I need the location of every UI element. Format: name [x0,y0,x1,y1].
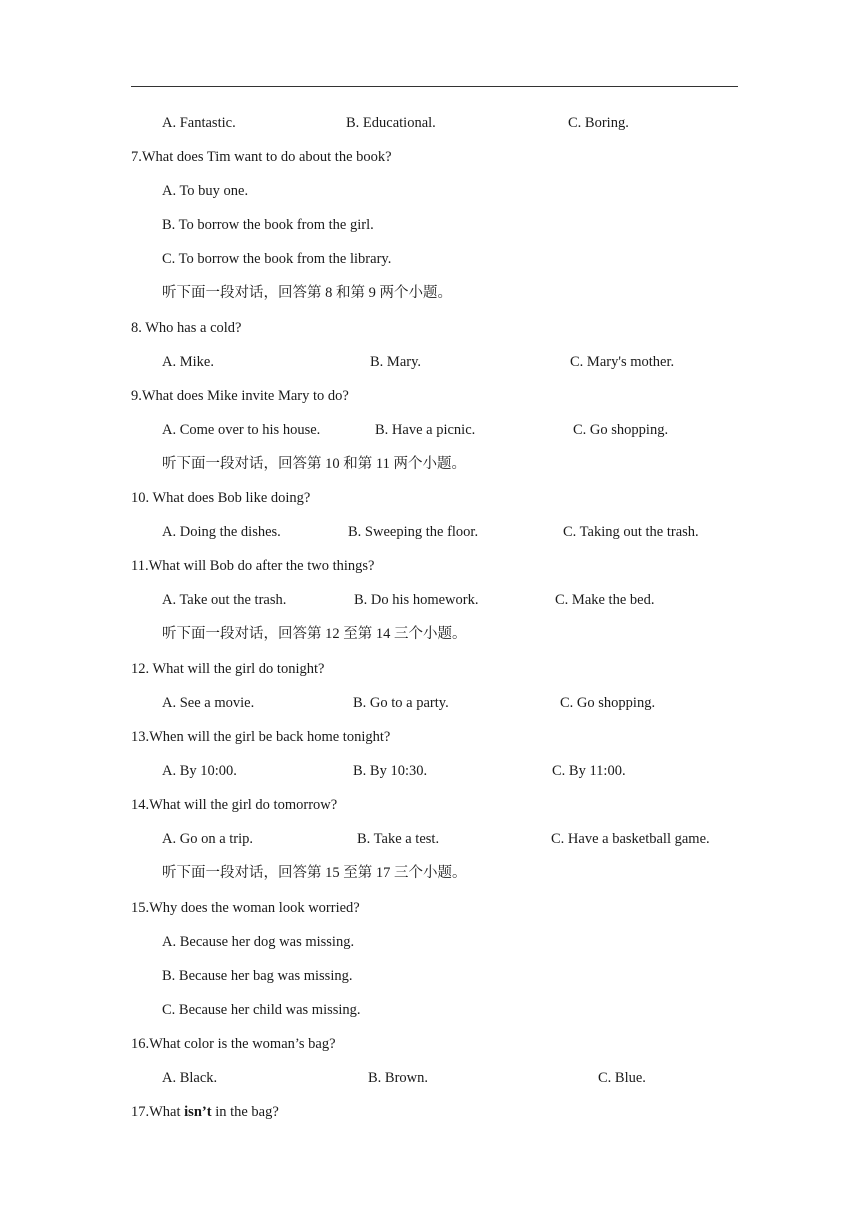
q15-stem: 15.Why does the woman look worried? [131,900,360,916]
q17-stem [131,1103,279,1121]
instruction-12-14: 听下面一段对话，回答第 12 至第 14 三个小题。 [162,626,467,642]
instruction-15-17: 听下面一段对话，回答第 15 至第 17 三个小题。 [162,865,467,881]
q10-option-a: A. Doing the dishes. [162,524,281,540]
q6-option-a: A. Fantastic. [162,115,236,131]
q6-option-b: B. Educational. [346,115,436,131]
q7-option-c: C. To borrow the book from the library. [162,251,392,267]
q9-option-c: C. Go shopping. [573,422,669,438]
q17-stem-suffix: in the bag? [211,1104,279,1120]
q12-stem: 12. What will the girl do tonight? [131,661,325,677]
q9-stem: 9.What does Mike invite Mary to do? [131,388,349,404]
q17-stem-prefix: 17.What [131,1104,185,1120]
q11-option-b: B. Do his homework. [354,592,479,608]
q16-option-c: C. Blue. [598,1070,646,1086]
q14-option-a: A. Go on a trip. [162,831,254,847]
q8-option-a: A. Mike. [162,354,214,370]
instruction-10-11: 听下面一段对话，回答第 10 和第 11 两个小题。 [162,456,466,472]
q8-option-c: C. Mary's mother. [570,354,675,370]
q10-option-b: B. Sweeping the floor. [348,524,479,540]
q13-option-c: C. By 11:00. [552,763,626,779]
q12-option-b: B. Go to a party. [353,695,449,711]
q14-stem: 14.What will the girl do tomorrow? [131,797,338,813]
q12-option-a: A. See a movie. [162,695,255,711]
q10-stem: 10. What does Bob like doing? [131,490,311,506]
q14-option-b: B. Take a test. [357,831,440,847]
header-rule [131,86,738,87]
q6-option-c: C. Boring. [568,115,629,131]
q7-option-b: B. To borrow the book from the girl. [162,217,374,233]
q16-option-b: B. Brown. [368,1070,429,1086]
q15-option-c: C. Because her child was missing. [162,1002,361,1018]
q11-option-a: A. Take out the trash. [162,592,287,608]
q11-option-c: C. Make the bed. [555,592,655,608]
q7-option-a: A. To buy one. [162,183,249,199]
q8-option-b: B. Mary. [370,354,422,370]
q13-stem: 13.When will the girl be back home tonight? [131,729,391,745]
q17-stem-emphasis: isn’t [184,1104,212,1120]
q16-stem: 16.What color is the woman’s bag? [131,1036,336,1052]
q13-option-b: B. By 10:30. [353,763,428,779]
q12-option-c: C. Go shopping. [560,695,656,711]
instruction-8-9: 听下面一段对话，回答第 8 和第 9 两个小题。 [162,285,452,301]
q15-option-b: B. Because her bag was missing. [162,968,353,984]
q14-option-c: C. Have a basketball game. [551,831,710,847]
q13-option-a: A. By 10:00. [162,763,237,779]
q15-option-a: A. Because her dog was missing. [162,934,355,950]
q8-stem: 8. Who has a cold? [131,320,242,336]
q16-option-a: A. Black. [162,1070,218,1086]
q10-option-c: C. Taking out the trash. [563,524,699,540]
q11-stem: 11.What will Bob do after the two things? [131,558,375,574]
q9-option-b: B. Have a picnic. [375,422,476,438]
q7-stem: 7.What does Tim want to do about the book? [131,149,392,165]
q9-option-a: A. Come over to his house. [162,422,321,438]
